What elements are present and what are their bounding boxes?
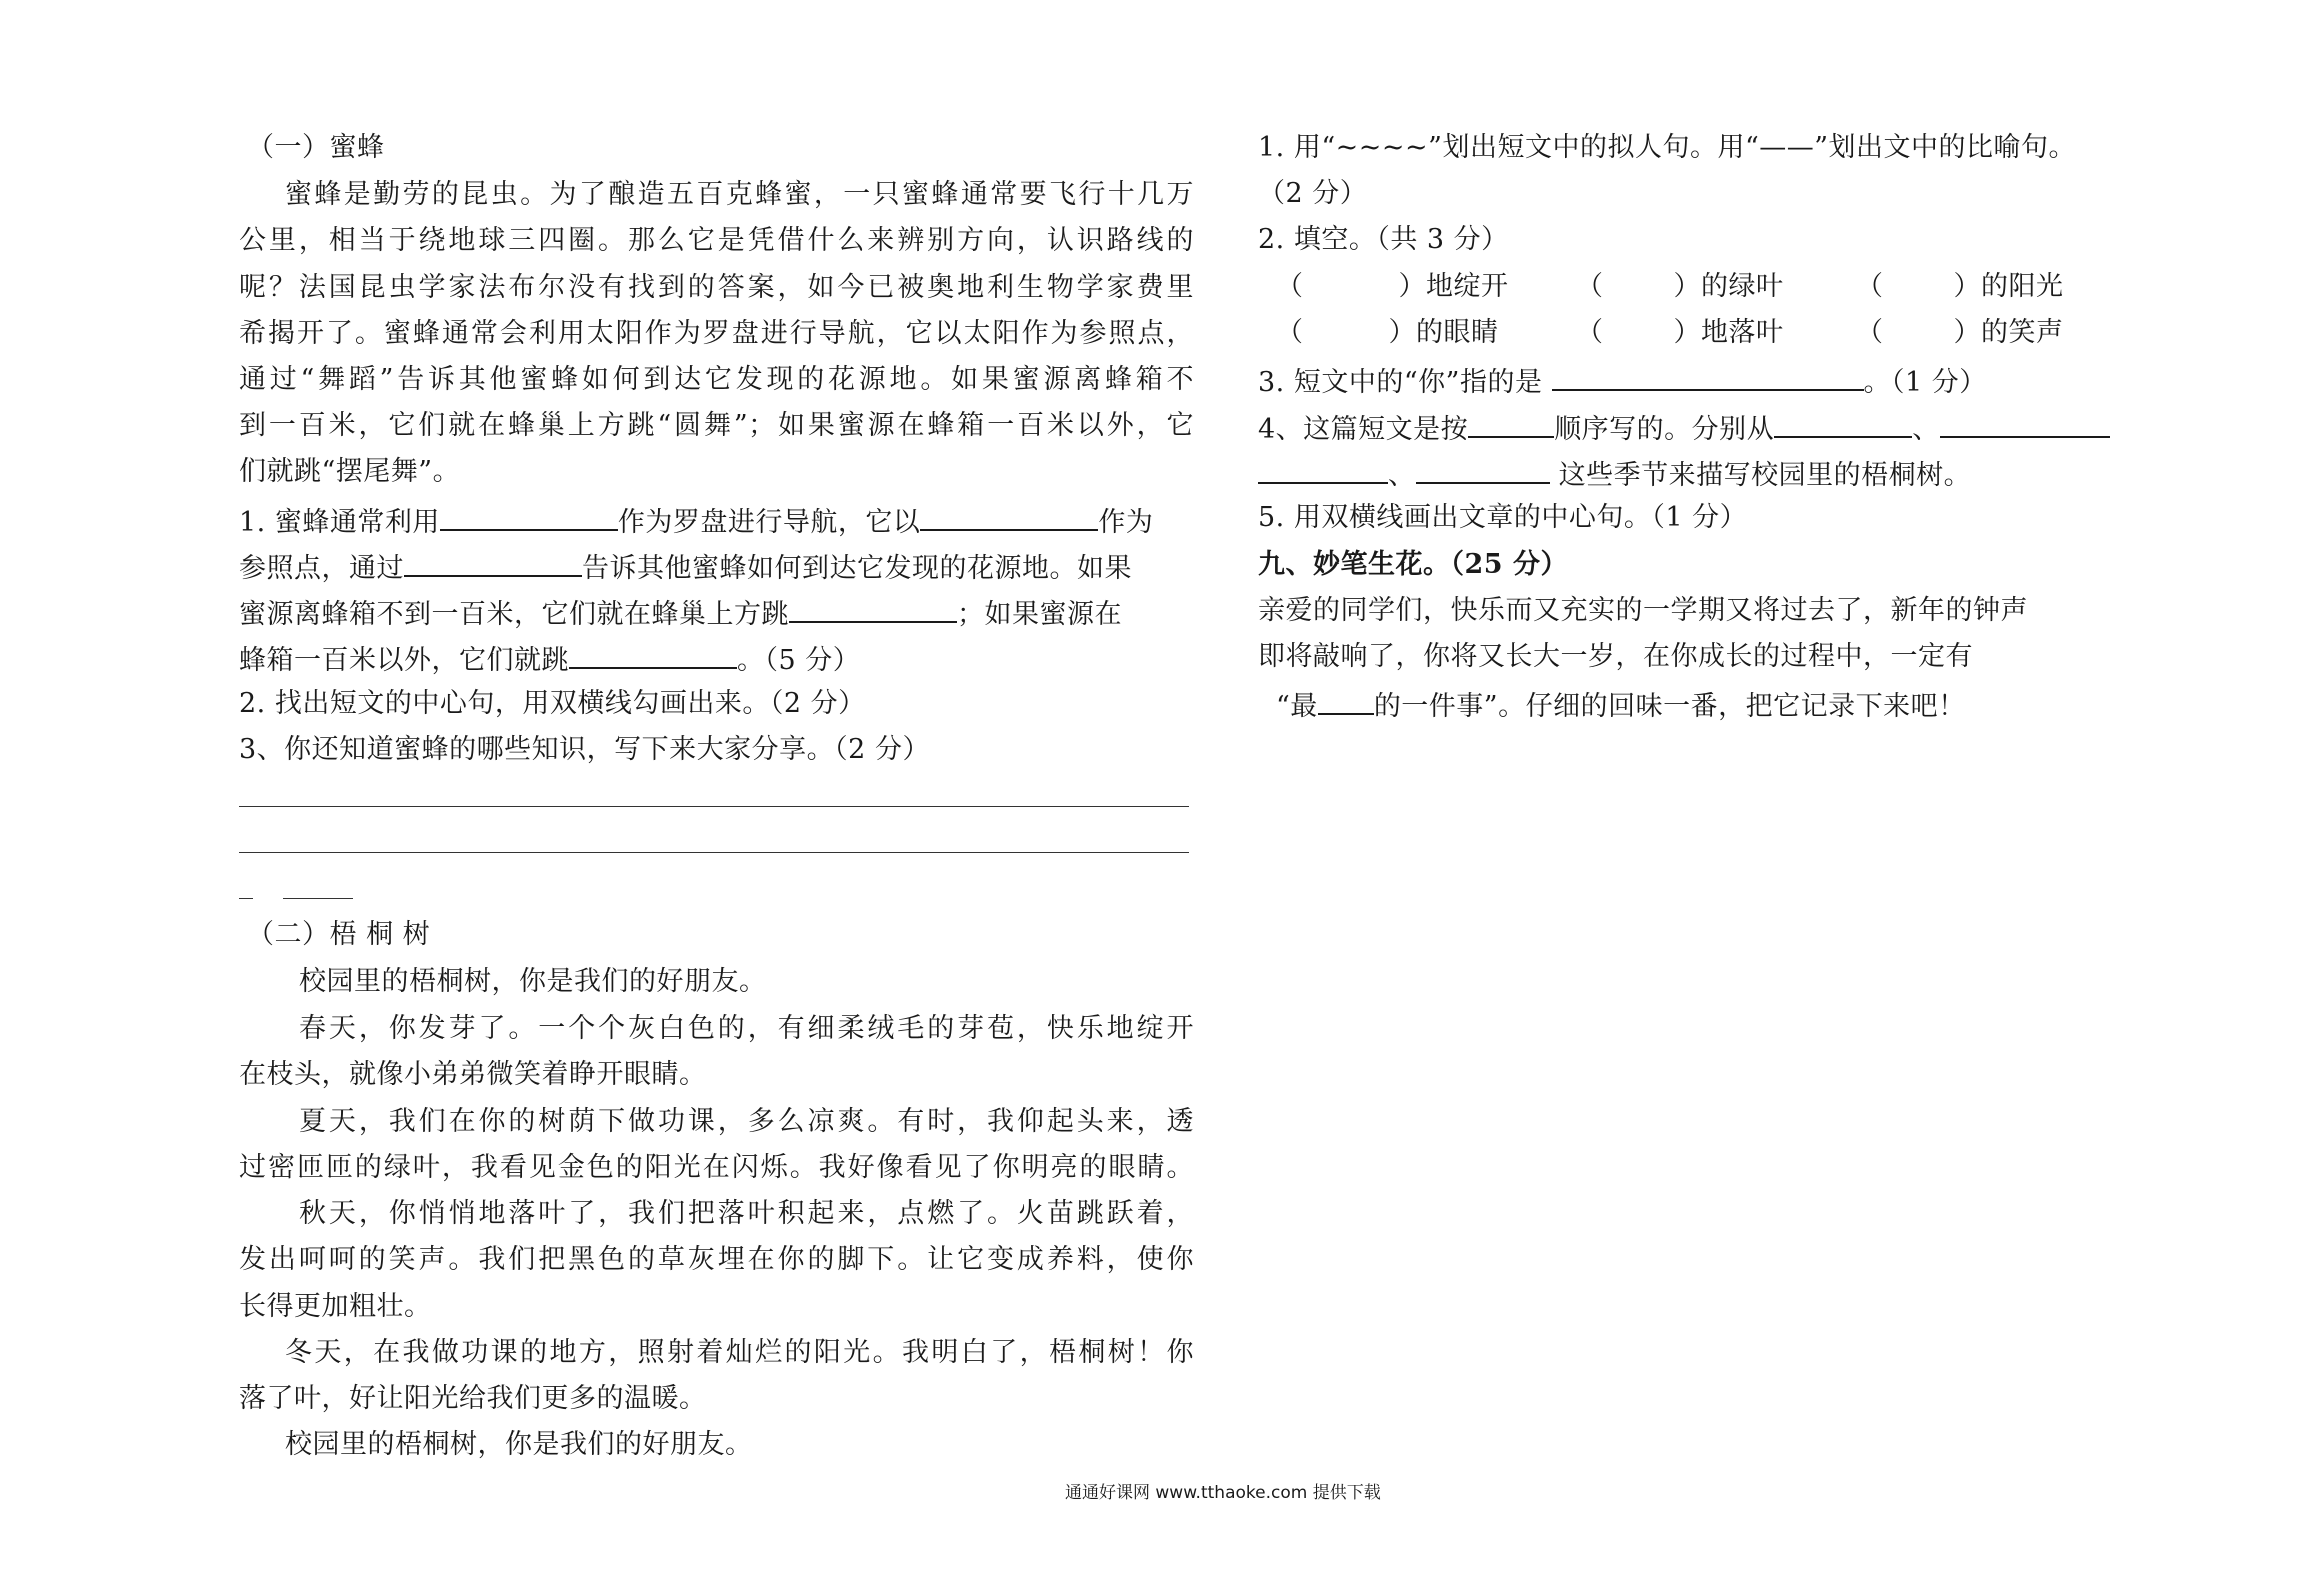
paren: （ — [1276, 271, 1304, 302]
tree-question-1: 1. 用“~~~~”划出短文中的拟人句。用“——”划出文中的比喻句。 — [1258, 132, 2077, 163]
tree-paragraph-line: 落了叶，好让阳光给我们更多的温暖。 — [239, 1383, 707, 1414]
bee-paragraph-line: 们就跳“摆尾舞”。 — [239, 456, 461, 487]
bee-section-title: （一）蜜蜂 — [247, 132, 385, 163]
question-text: 。（5 分） — [737, 645, 861, 676]
bee-paragraph-line: 希揭开了。蜜蜂通常会利用太阳作为罗盘进行导航，它以太阳作为参照点， — [239, 318, 1194, 349]
bee-question-1-line-3 — [239, 591, 1122, 631]
bee-question-3: 3、你还知道蜜蜂的哪些知识，写下来大家分享。（2 分） — [239, 734, 930, 765]
answer-line[interactable] — [283, 898, 353, 899]
bee-question-1-line-4 — [239, 637, 860, 677]
fill-blank[interactable] — [920, 499, 1098, 531]
bee-question-2: 2. 找出短文的中心句，用双横线勾画出来。（2 分） — [239, 688, 866, 719]
fill-phrase: ）的眼睛 — [1388, 317, 1499, 348]
bee-paragraph-line: 蜜蜂是勤劳的昆虫。为了酿造五百克蜂蜜，一只蜜蜂通常要飞行十几万 — [285, 179, 1194, 210]
bee-paragraph-line: 公里，相当于绕地球三四圈。那么它是凭借什么来辨别方向，认识路线的 — [239, 225, 1194, 256]
fill-blank[interactable] — [1416, 452, 1550, 484]
fill-phrase: ）地落叶 — [1673, 317, 1784, 348]
paren: （ — [1576, 317, 1604, 348]
writing-prompt-line — [1276, 683, 1966, 723]
fill-blank[interactable] — [404, 545, 582, 577]
question-text: 4、这篇短文是按 — [1258, 414, 1469, 445]
fill-blank[interactable] — [569, 637, 737, 669]
tree-paragraph-line: 夏天，我们在你的树荫下做功课，多么凉爽。有时，我仰起头来，透 — [299, 1106, 1194, 1137]
fill-blank[interactable] — [1552, 359, 1864, 391]
paren: （ — [1856, 317, 1884, 348]
question-text: 作为 — [1098, 507, 1154, 538]
question-text: ；如果蜜源在 — [957, 599, 1122, 630]
fill-blank[interactable] — [1774, 406, 1912, 438]
question-text: 3. 短文中的“你”指的是 — [1258, 367, 1543, 398]
bee-question-1-line-2 — [239, 545, 1132, 585]
tree-section-title: （二）梧 桐 树 — [247, 919, 431, 950]
fill-phrase: ）的阳光 — [1953, 271, 2064, 302]
tree-question-4-line-1 — [1258, 406, 2110, 446]
fill-blank[interactable] — [1318, 683, 1374, 715]
bee-paragraph-line: 到一百米，它们就在蜂巢上方跳“圆舞”；如果蜜源在蜂箱一百米以外，它 — [239, 410, 1194, 441]
paren: （ — [1856, 271, 1884, 302]
fill-row-1 — [1276, 267, 2064, 307]
footer-credit: 通通好课网 www.tthaoke.com 提供下载 — [1065, 1483, 1381, 1503]
question-text: 参照点，通过 — [239, 553, 404, 584]
tree-question-5: 5. 用双横线画出文章的中心句。（1 分） — [1258, 502, 1748, 533]
answer-line[interactable] — [239, 806, 1189, 807]
question-text: 、 — [1388, 460, 1416, 491]
tree-paragraph-line: 秋天，你悄悄地落叶了，我们把落叶积起来，点燃了。火苗跳跃着， — [299, 1198, 1194, 1229]
question-text: 作为罗盘进行导航，它以 — [617, 507, 921, 538]
question-text: 、 — [1912, 414, 1940, 445]
fill-blank[interactable] — [1258, 452, 1388, 484]
fill-blank[interactable] — [789, 591, 957, 623]
question-text: 蜜源离蜂箱不到一百米，它们就在蜂巢上方跳 — [239, 599, 789, 630]
writing-prompt-line: 亲爱的同学们，快乐而又充实的一学期又将过去了，新年的钟声 — [1258, 595, 2028, 626]
tree-paragraph-line: 长得更加粗壮。 — [239, 1291, 432, 1322]
tree-question-3 — [1258, 359, 1987, 399]
tree-paragraph-line: 发出呵呵的笑声。我们把黑色的草灰埋在你的脚下。让它变成养料，使你 — [239, 1244, 1194, 1275]
tree-paragraph-line: 在枝头，就像小弟弟微笑着睁开眼睛。 — [239, 1059, 707, 1090]
question-text: 顺序写的。分别从 — [1554, 414, 1775, 445]
question-text: 。（1 分） — [1863, 367, 1987, 398]
bee-question-1-line-1 — [239, 499, 1153, 539]
section-9-title: 九、妙笔生花。（25 分） — [1258, 549, 1568, 580]
tree-paragraph-line: 冬天，在我做功课的地方，照射着灿烂的阳光。我明白了，梧桐树！你 — [285, 1337, 1194, 1368]
fill-blank[interactable] — [1468, 406, 1554, 438]
bee-paragraph-line: 呢？法国昆虫学家法布尔没有找到的答案，如今已被奥地利生物学家费里 — [239, 272, 1194, 303]
fill-phrase: ）的绿叶 — [1673, 271, 1784, 302]
tree-question-4-line-2 — [1258, 452, 1971, 492]
tree-paragraph-line: 过密匝匝的绿叶，我看见金色的阳光在闪烁。我好像看见了你明亮的眼睛。 — [239, 1152, 1194, 1183]
tree-paragraph-line: 校园里的梧桐树，你是我们的好朋友。 — [285, 1429, 753, 1460]
question-text: 的一件事”。仔细的回味一番，把它记录下来吧！ — [1373, 691, 1966, 722]
writing-prompt-line: 即将敲响了，你将又长大一岁，在你成长的过程中，一定有 — [1258, 641, 1973, 672]
answer-line[interactable] — [239, 898, 253, 899]
question-text: 蜂箱一百米以外，它们就跳 — [239, 645, 569, 676]
question-text: 这些季节来描写校园里的梧桐树。 — [1558, 460, 1972, 491]
fill-blank[interactable] — [1940, 406, 2110, 438]
fill-row-2 — [1276, 313, 2064, 353]
tree-paragraph-line: 校园里的梧桐树，你是我们的好朋友。 — [299, 966, 767, 997]
bee-paragraph-line: 通过“舞蹈”告诉其他蜜蜂如何到达它发现的花源地。如果蜜源离蜂箱不 — [239, 364, 1194, 395]
answer-line[interactable] — [239, 852, 1189, 853]
fill-blank[interactable] — [440, 499, 618, 531]
tree-question-1-score: （2 分） — [1258, 178, 1368, 209]
paren: （ — [1276, 317, 1304, 348]
tree-paragraph-line: 春天，你发芽了。一个个灰白色的，有细柔绒毛的芽苞，快乐地绽开 — [299, 1013, 1194, 1044]
tree-question-2: 2. 填空。（共 3 分） — [1258, 224, 1509, 255]
fill-phrase: ）地绽开 — [1398, 271, 1509, 302]
question-text: “最 — [1276, 691, 1318, 722]
question-text: 告诉其他蜜蜂如何到达它发现的花源地。如果 — [582, 553, 1132, 584]
fill-phrase: ）的笑声 — [1953, 317, 2064, 348]
paren: （ — [1576, 271, 1604, 302]
question-text: 1. 蜜蜂通常利用 — [239, 507, 440, 538]
